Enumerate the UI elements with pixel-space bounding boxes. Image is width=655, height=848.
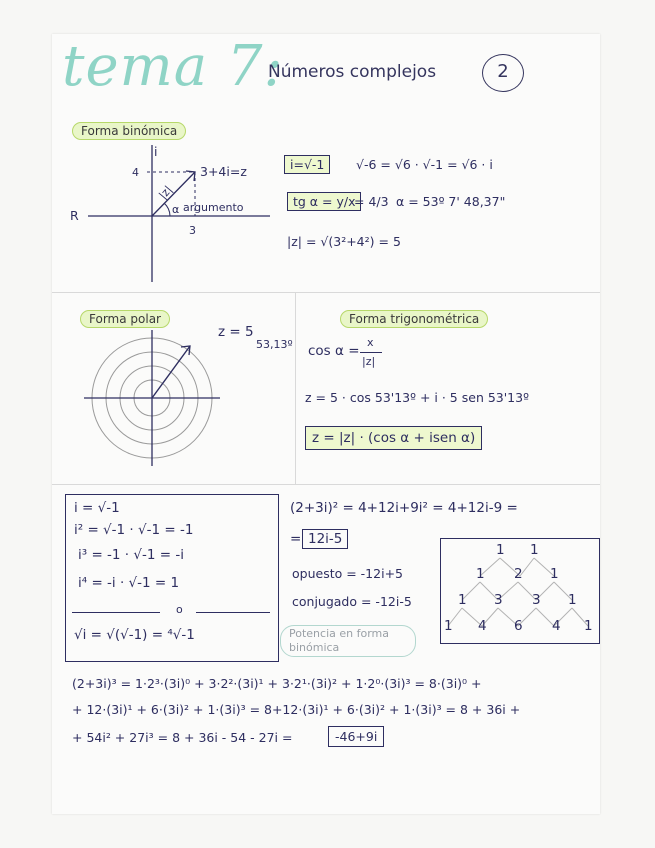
title-colon: : bbox=[263, 34, 284, 99]
tick-label-3: 3 bbox=[189, 224, 196, 237]
pascal-cell: 3 bbox=[532, 592, 541, 608]
argument-label: argumento bbox=[183, 201, 244, 214]
power-i-4: i⁴ = -i · √-1 = 1 bbox=[78, 575, 180, 591]
tag-forma-trigonometrica: Forma trigonométrica bbox=[340, 310, 488, 328]
cos-alpha-lhs: cos α = bbox=[308, 343, 360, 359]
conjugado-line: conjugado = -12i-5 bbox=[292, 594, 412, 609]
trig-expansion: z = 5 · cos 53'13º + i · 5 sen 53'13º bbox=[305, 390, 529, 405]
power-i-2: i² = √-1 · √-1 = -1 bbox=[74, 522, 194, 538]
alpha-value: α = 53º 7' 48,37" bbox=[396, 194, 506, 209]
sqrt-i-line: √i = √(√-1) = ⁴√-1 bbox=[74, 627, 195, 643]
tangent-value: = 4/3 bbox=[354, 194, 389, 209]
tag-forma-polar: Forma polar bbox=[80, 310, 170, 328]
powers-divider-symbol: o bbox=[176, 603, 183, 616]
axis-label-i: i bbox=[154, 144, 158, 159]
pascal-cell: 2 bbox=[514, 566, 523, 582]
tag-potencia-line1: Potencia en forma bbox=[289, 627, 389, 640]
tick-label-4: 4 bbox=[132, 166, 139, 179]
cos-alpha-denominator: |z| bbox=[362, 355, 376, 368]
binomic-plane-diagram bbox=[80, 140, 280, 285]
power-i-1: i = √-1 bbox=[74, 500, 120, 516]
square-equals: = bbox=[290, 531, 302, 547]
pascal-cell: 1 bbox=[496, 542, 505, 558]
page-title bbox=[62, 34, 283, 99]
pascal-cell: 1 bbox=[530, 542, 539, 558]
axis-label-r: R bbox=[70, 208, 79, 223]
fraction-bar bbox=[360, 352, 382, 353]
pascal-cell: 1 bbox=[550, 566, 559, 582]
pascal-cell: 1 bbox=[584, 618, 593, 634]
square-result-box: 12i-5 bbox=[302, 529, 348, 549]
page-subtitle: Números complejos bbox=[268, 62, 437, 82]
divider-middle bbox=[52, 484, 600, 485]
tag-forma-binomica: Forma binómica bbox=[72, 122, 186, 140]
powers-divider-right bbox=[196, 612, 270, 613]
pascal-cell: 6 bbox=[514, 618, 523, 634]
point-label-z: 3+4i=z bbox=[200, 164, 247, 179]
title-text: tema 7 bbox=[62, 34, 264, 99]
square-line-1: (2+3i)² = 4+12i+9i² = 4+12i-9 = bbox=[290, 500, 518, 516]
divider-top bbox=[52, 292, 600, 293]
divider-vertical bbox=[295, 292, 296, 484]
cube-result-box: -46+9i bbox=[328, 726, 384, 747]
cos-alpha-numerator: x bbox=[367, 336, 374, 349]
page-number-badge: 2 bbox=[482, 54, 524, 92]
alpha-label: α bbox=[172, 203, 180, 216]
pascal-cell: 1 bbox=[568, 592, 577, 608]
modulus-formula: |z| = √(3²+4²) = 5 bbox=[287, 234, 401, 249]
pascal-cell: 1 bbox=[476, 566, 485, 582]
cube-line-1: (2+3i)³ = 1·2³·(3i)⁰ + 3·2²·(3i)¹ + 3·2¹·(3i)² + 1·2⁰·(3i)³ = 8·(3i)⁰ + bbox=[72, 676, 482, 691]
powers-divider-left bbox=[72, 612, 160, 613]
polar-z-value: z = 5 bbox=[218, 324, 254, 340]
tag-potencia-binomica bbox=[280, 625, 416, 657]
opuesto-line: opuesto = -12i+5 bbox=[292, 566, 403, 581]
power-i-3: i³ = -1 · √-1 = -i bbox=[78, 547, 184, 563]
cube-line-2: + 12·(3i)¹ + 6·(3i)² + 1·(3i)³ = 8+12·(3i)¹ + 6·(3i)² + 1·(3i)³ = 8 + 36i + bbox=[72, 702, 521, 717]
polar-diagram bbox=[84, 330, 220, 466]
tag-potencia-line2: binómica bbox=[289, 641, 340, 654]
pascal-cell: 4 bbox=[478, 618, 487, 634]
pascal-cell: 4 bbox=[552, 618, 561, 634]
cube-line-3: + 54i² + 27i³ = 8 + 36i - 54 - 27i = bbox=[72, 730, 293, 745]
pascal-cell: 3 bbox=[494, 592, 503, 608]
sqrt-example: √-6 = √6 · √-1 = √6 · i bbox=[356, 157, 493, 172]
trig-formula-box: z = |z| · (cos α + isen α) bbox=[305, 426, 482, 450]
pascal-cell: 1 bbox=[444, 618, 453, 634]
pascal-cell: 1 bbox=[458, 592, 467, 608]
modulus-label: |z| bbox=[156, 183, 175, 202]
i-definition-box: i=√-1 bbox=[284, 155, 330, 174]
polar-z-angle: 53,13º bbox=[256, 338, 293, 351]
tangent-formula-box: tg α = y/x bbox=[287, 192, 361, 211]
